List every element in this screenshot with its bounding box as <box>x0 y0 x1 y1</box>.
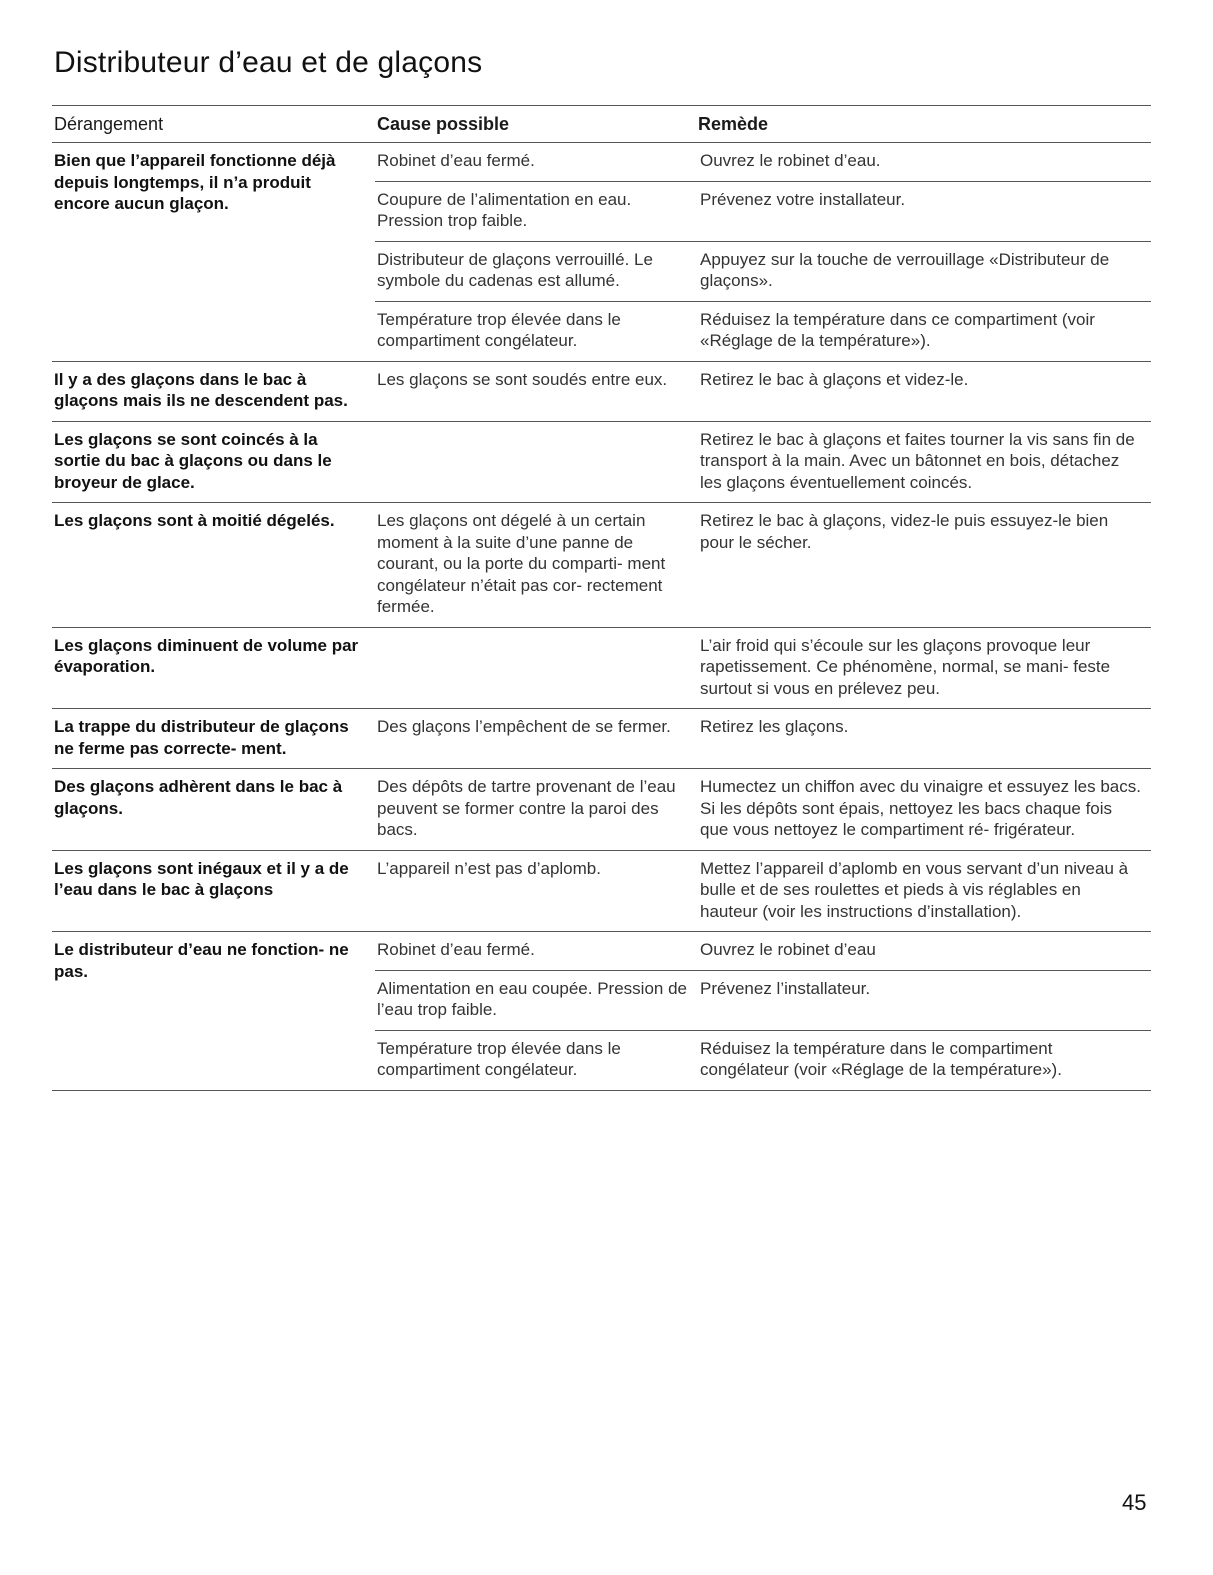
problem-cell: Les glaçons sont inégaux et il y a de l’eau dans le bac à glaçons <box>52 850 375 932</box>
cause-cell: L’appareil n’est pas d’aplomb. <box>375 850 698 932</box>
problem-cell: La trappe du distributeur de glaçons ne ferme pas correcte- ment. <box>52 709 375 769</box>
problem-cell: Les glaçons sont à moitié dégelés. <box>52 503 375 628</box>
table-row <box>52 361 1151 421</box>
remedy-cell: Retirez le bac à glaçons et videz-le. <box>698 361 1151 421</box>
problem-cell: Bien que l’appareil fonctionne déjà depuis longtemps, il n’a produit encore aucun glaçon. <box>52 143 375 362</box>
cause-cell <box>375 421 698 503</box>
remedy-cell: Appuyez sur la touche de verrouillage «Distributeur de glaçons». <box>698 241 1151 301</box>
problem-cell: Les glaçons se sont coincés à la sortie du bac à glaçons ou dans le broyeur de glace. <box>52 421 375 503</box>
problem-cell: Les glaçons diminuent de volume par évaporation. <box>52 627 375 709</box>
remedy-cell: Mettez l’appareil d’aplomb en vous servant d’un niveau à bulle et de ses roulettes et pieds à vis réglables en hauteur (voir les instructions d’installation). <box>698 850 1151 932</box>
remedy-cell: Réduisez la température dans ce compartiment (voir «Réglage de la température»). <box>698 301 1151 361</box>
remedy-cell: Retirez les glaçons. <box>698 709 1151 769</box>
table-row <box>52 932 1151 971</box>
table-body <box>52 143 1151 1091</box>
cause-cell: Température trop élevée dans le compartiment congélateur. <box>375 1030 698 1090</box>
cause-cell: Les glaçons se sont soudés entre eux. <box>375 361 698 421</box>
page-number: 45 <box>1122 1490 1147 1515</box>
table-row <box>52 421 1151 503</box>
table-row <box>52 709 1151 769</box>
table-row <box>52 769 1151 851</box>
cause-cell: Robinet d’eau fermé. <box>375 143 698 182</box>
remedy-cell: Prévenez votre installateur. <box>698 181 1151 241</box>
remedy-cell: L’air froid qui s’écoule sur les glaçons provoque leur rapetissement. Ce phénomène, normal, se mani- feste surtout si vous en prélevez peu. <box>698 627 1151 709</box>
remedy-cell: Retirez le bac à glaçons, videz-le puis essuyez-le bien pour le sécher. <box>698 503 1151 628</box>
cause-cell: Température trop élevée dans le compartiment congélateur. <box>375 301 698 361</box>
cause-cell: Distributeur de glaçons verrouillé. Le symbole du cadenas est allumé. <box>375 241 698 301</box>
problem-cell: Des glaçons adhèrent dans le bac à glaçons. <box>52 769 375 851</box>
cause-cell: Robinet d’eau fermé. <box>375 932 698 971</box>
cause-cell: Des glaçons l’empêchent de se fermer. <box>375 709 698 769</box>
problem-cell: Il y a des glaçons dans le bac à glaçons mais ils ne descendent pas. <box>52 361 375 421</box>
remedy-cell: Ouvrez le robinet d’eau. <box>698 143 1151 182</box>
table-row <box>52 503 1151 628</box>
remedy-cell: Ouvrez le robinet d’eau <box>698 932 1151 971</box>
cause-cell: Des dépôts de tartre provenant de l’eau peuvent se former contre la paroi des bacs. <box>375 769 698 851</box>
cause-cell: Les glaçons ont dégelé à un certain moment à la suite d’une panne de courant, ou la porte du comparti- ment congélateur n’était pas cor- rectement fermée. <box>375 503 698 628</box>
problem-cell: Le distributeur d’eau ne fonction- ne pas. <box>52 932 375 1091</box>
remedy-cell: Réduisez la température dans le compartiment congélateur (voir «Réglage de la température»). <box>698 1030 1151 1090</box>
remedy-cell: Retirez le bac à glaçons et faites tourner la vis sans fin de transport à la main. Avec un bâtonnet en bois, détachez les glaçons éventuellement coincés. <box>698 421 1151 503</box>
table-row <box>52 627 1151 709</box>
cause-cell <box>375 627 698 709</box>
remedy-cell: Humectez un chiffon avec du vinaigre et essuyez les bacs. Si les dépôts sont épais, nettoyez les bacs chaque fois que vous nettoyez le compartiment ré- frigérateur. <box>698 769 1151 851</box>
troubleshooting-table <box>52 105 1151 1091</box>
header-cause: Cause possible <box>375 106 698 143</box>
table-header-row <box>52 106 1151 143</box>
cause-cell: Coupure de l’alimentation en eau. Pression trop faible. <box>375 181 698 241</box>
cause-cell: Alimentation en eau coupée. Pression de l’eau trop faible. <box>375 970 698 1030</box>
header-remedy: Remède <box>698 106 1151 143</box>
page-title: Distributeur d’eau et de glaçons <box>54 46 483 79</box>
header-problem: Dérangement <box>52 106 375 143</box>
table-row <box>52 850 1151 932</box>
remedy-cell: Prévenez l’installateur. <box>698 970 1151 1030</box>
table-row <box>52 143 1151 182</box>
